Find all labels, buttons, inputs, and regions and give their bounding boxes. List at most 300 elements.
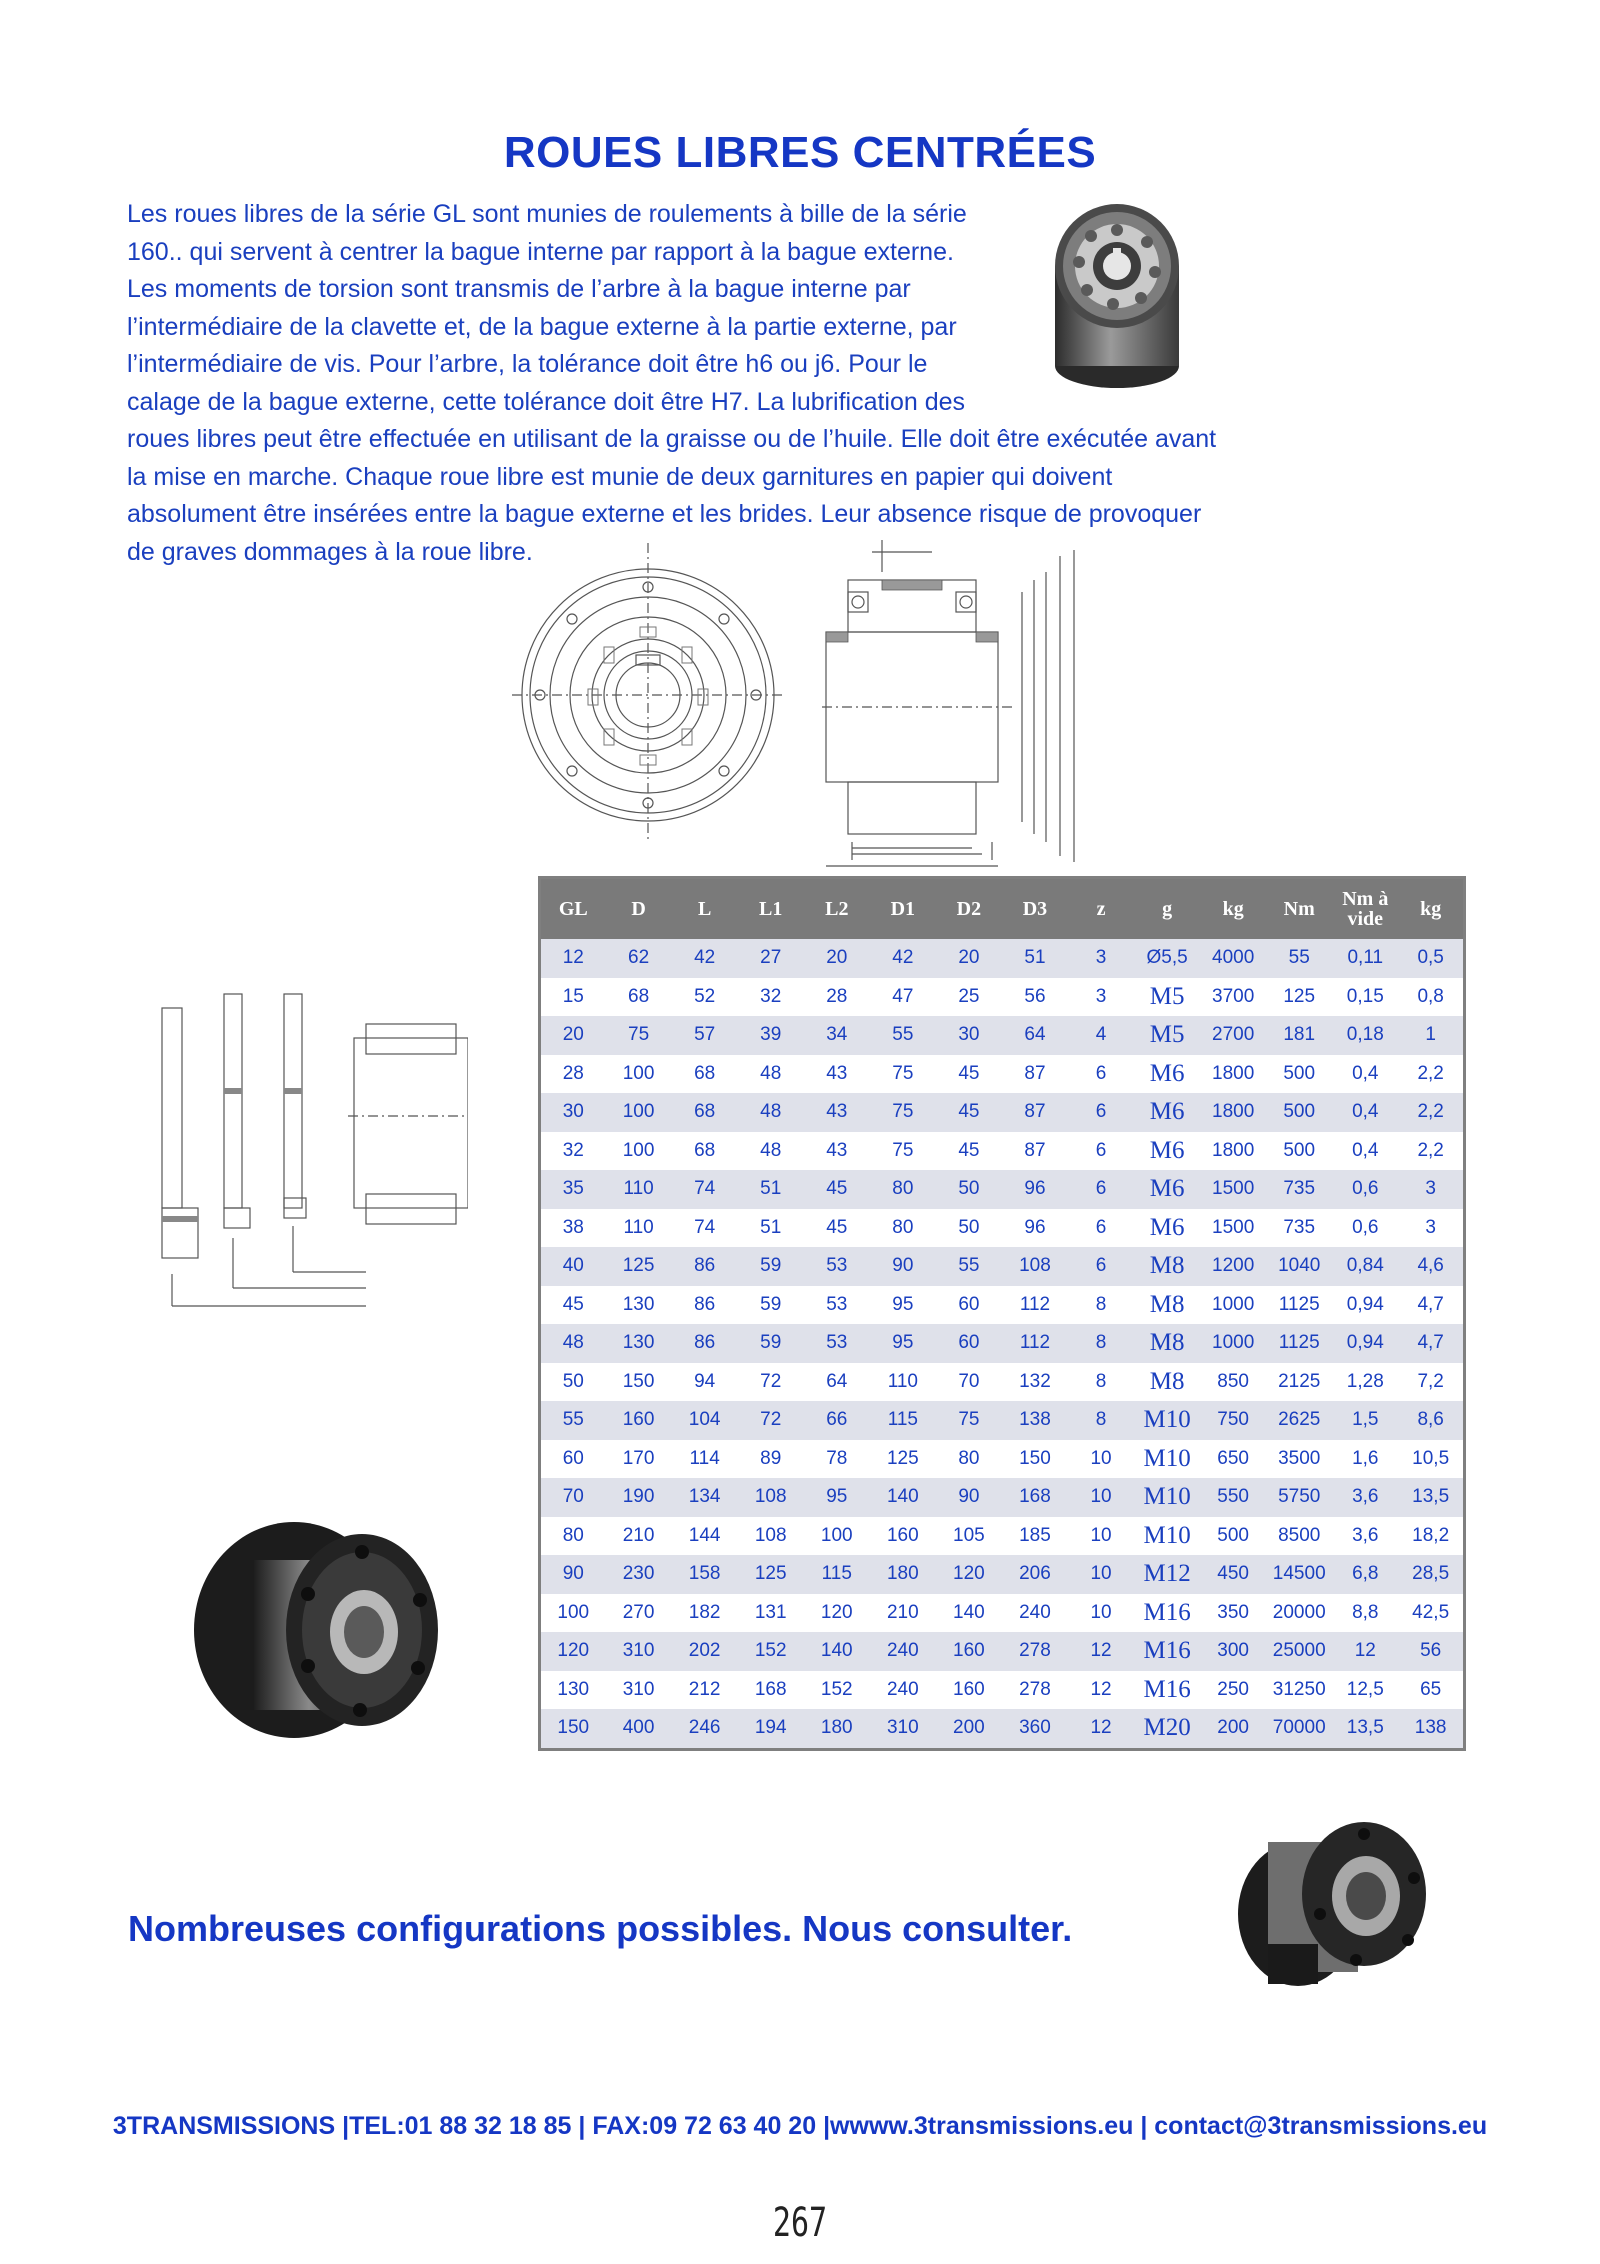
table-cell: 34 — [804, 1016, 870, 1055]
table-cell: 86 — [672, 1286, 738, 1325]
table-cell: 202 — [672, 1632, 738, 1671]
table-cell: 0,4 — [1332, 1132, 1398, 1171]
table-cell: 30 — [540, 1093, 606, 1132]
table-cell: M6 — [1134, 1132, 1200, 1171]
header-d: D — [606, 878, 672, 940]
table-cell: 64 — [804, 1363, 870, 1402]
intro-paragraph — [127, 196, 1217, 571]
table-cell: 152 — [804, 1671, 870, 1710]
table-row — [540, 1401, 1465, 1440]
table-cell: 12 — [1068, 1632, 1134, 1671]
table-cell: 125 — [606, 1247, 672, 1286]
table-cell: 0,6 — [1332, 1170, 1398, 1209]
table-cell: 150 — [540, 1709, 606, 1749]
table-cell: 450 — [1200, 1555, 1266, 1594]
table-cell: 1800 — [1200, 1093, 1266, 1132]
table-cell: 2125 — [1266, 1363, 1332, 1402]
table-row — [540, 1709, 1465, 1749]
table-cell: 0,4 — [1332, 1055, 1398, 1094]
table-cell: 39 — [738, 1016, 804, 1055]
table-cell: M12 — [1134, 1555, 1200, 1594]
table-row — [540, 1132, 1465, 1171]
table-cell: 87 — [1002, 1093, 1068, 1132]
table-cell: M16 — [1134, 1594, 1200, 1633]
table-cell: 13,5 — [1398, 1478, 1464, 1517]
table-cell: 75 — [606, 1016, 672, 1055]
table-cell: 70 — [936, 1363, 1002, 1402]
table-cell: 12,5 — [1332, 1671, 1398, 1710]
table-cell: 130 — [606, 1324, 672, 1363]
table-cell: M6 — [1134, 1209, 1200, 1248]
table-cell: M20 — [1134, 1709, 1200, 1749]
table-cell: 190 — [606, 1478, 672, 1517]
header-kg-weight: kg — [1398, 878, 1464, 940]
table-cell: 10 — [1068, 1555, 1134, 1594]
table-cell: 2,2 — [1398, 1055, 1464, 1094]
table-cell: 6 — [1068, 1132, 1134, 1171]
table-cell: 5750 — [1266, 1478, 1332, 1517]
table-cell: 51 — [738, 1170, 804, 1209]
table-cell: 32 — [738, 978, 804, 1017]
table-row — [540, 1093, 1465, 1132]
table-cell: 55 — [870, 1016, 936, 1055]
table-cell: 68 — [672, 1132, 738, 1171]
table-cell: 12 — [1068, 1671, 1134, 1710]
table-cell: 30 — [936, 1016, 1002, 1055]
header-z: z — [1068, 878, 1134, 940]
table-cell: 132 — [1002, 1363, 1068, 1402]
table-cell: 108 — [1002, 1247, 1068, 1286]
table-cell: 80 — [870, 1170, 936, 1209]
table-cell: 8,8 — [1332, 1594, 1398, 1633]
table-cell: 45 — [540, 1286, 606, 1325]
table-cell: 86 — [672, 1247, 738, 1286]
table-cell: 0,5 — [1398, 939, 1464, 978]
table-cell: 62 — [606, 939, 672, 978]
table-cell: 4,7 — [1398, 1286, 1464, 1325]
table-cell: 500 — [1266, 1093, 1332, 1132]
table-row — [540, 1324, 1465, 1363]
table-cell: 144 — [672, 1517, 738, 1556]
table-cell: 100 — [606, 1055, 672, 1094]
table-cell: 87 — [1002, 1055, 1068, 1094]
table-cell: 114 — [672, 1440, 738, 1479]
table-cell: 48 — [738, 1132, 804, 1171]
table-cell: 45 — [936, 1093, 1002, 1132]
table-cell: 42 — [672, 939, 738, 978]
table-cell: 55 — [936, 1247, 1002, 1286]
header-d1: D1 — [870, 878, 936, 940]
table-cell: 94 — [672, 1363, 738, 1402]
table-cell: 56 — [1002, 978, 1068, 1017]
table-cell: 45 — [936, 1132, 1002, 1171]
table-cell: 168 — [1002, 1478, 1068, 1517]
table-cell: 3700 — [1200, 978, 1266, 1017]
table-cell: 12 — [1332, 1632, 1398, 1671]
table-cell: 1125 — [1266, 1324, 1332, 1363]
table-cell: 8 — [1068, 1363, 1134, 1402]
table-cell: 68 — [672, 1093, 738, 1132]
table-cell: 70 — [540, 1478, 606, 1517]
table-cell: 104 — [672, 1401, 738, 1440]
table-cell: 8500 — [1266, 1517, 1332, 1556]
table-cell: 48 — [540, 1324, 606, 1363]
table-cell: 14500 — [1266, 1555, 1332, 1594]
table-cell: M6 — [1134, 1093, 1200, 1132]
table-cell: 20 — [936, 939, 1002, 978]
table-cell: 650 — [1200, 1440, 1266, 1479]
table-row — [540, 1363, 1465, 1402]
table-cell: 48 — [738, 1055, 804, 1094]
table-cell: 1,28 — [1332, 1363, 1398, 1402]
table-cell: 310 — [606, 1632, 672, 1671]
table-cell: 15 — [540, 978, 606, 1017]
table-cell: M10 — [1134, 1517, 1200, 1556]
table-cell: 3,6 — [1332, 1517, 1398, 1556]
table-cell: 140 — [870, 1478, 936, 1517]
table-cell: 3 — [1398, 1209, 1464, 1248]
table-cell: 3,6 — [1332, 1478, 1398, 1517]
table-row — [540, 1016, 1465, 1055]
table-cell: 125 — [738, 1555, 804, 1594]
table-cell: 18,2 — [1398, 1517, 1464, 1556]
table-cell: 200 — [936, 1709, 1002, 1749]
table-cell: M10 — [1134, 1401, 1200, 1440]
table-cell: 43 — [804, 1132, 870, 1171]
table-cell: 6 — [1068, 1209, 1134, 1248]
table-row — [540, 1671, 1465, 1710]
table-row — [540, 978, 1465, 1017]
table-cell: 2,2 — [1398, 1093, 1464, 1132]
table-row — [540, 1247, 1465, 1286]
table-cell: 180 — [804, 1709, 870, 1749]
table-cell: 0,84 — [1332, 1247, 1398, 1286]
table-cell: 70000 — [1266, 1709, 1332, 1749]
table-cell: 86 — [672, 1324, 738, 1363]
table-cell: 1500 — [1200, 1170, 1266, 1209]
table-cell: 95 — [804, 1478, 870, 1517]
table-cell: 3500 — [1266, 1440, 1332, 1479]
table-cell: 25 — [936, 978, 1002, 1017]
table-cell: 12 — [1068, 1709, 1134, 1749]
table-cell: 240 — [870, 1632, 936, 1671]
table-cell: 6 — [1068, 1055, 1134, 1094]
table-cell: 105 — [936, 1517, 1002, 1556]
table-cell: 75 — [870, 1055, 936, 1094]
table-cell: 500 — [1266, 1055, 1332, 1094]
table-cell: 56 — [1398, 1632, 1464, 1671]
table-cell: 8 — [1068, 1324, 1134, 1363]
table-cell: 4,6 — [1398, 1247, 1464, 1286]
table-cell: 278 — [1002, 1632, 1068, 1671]
table-cell: 140 — [936, 1594, 1002, 1633]
table-cell: 4 — [1068, 1016, 1134, 1055]
table-cell: 52 — [672, 978, 738, 1017]
side-section-drawing — [822, 532, 1122, 872]
table-cell: 120 — [540, 1632, 606, 1671]
table-cell: 80 — [540, 1517, 606, 1556]
table-cell: 550 — [1200, 1478, 1266, 1517]
table-header-row — [540, 878, 1465, 940]
table-cell: 78 — [804, 1440, 870, 1479]
table-cell: 80 — [870, 1209, 936, 1248]
table-cell: 138 — [1398, 1709, 1464, 1749]
table-cell: 1500 — [1200, 1209, 1266, 1248]
table-cell: 168 — [738, 1671, 804, 1710]
header-l2: L2 — [804, 878, 870, 940]
table-row — [540, 1209, 1465, 1248]
table-cell: 50 — [540, 1363, 606, 1402]
table-cell: 1040 — [1266, 1247, 1332, 1286]
table-cell: 182 — [672, 1594, 738, 1633]
table-cell: M8 — [1134, 1247, 1200, 1286]
table-cell: 75 — [870, 1093, 936, 1132]
table-cell: 31250 — [1266, 1671, 1332, 1710]
table-cell: 350 — [1200, 1594, 1266, 1633]
table-cell: 90 — [870, 1247, 936, 1286]
table-cell: 59 — [738, 1324, 804, 1363]
table-cell: 2700 — [1200, 1016, 1266, 1055]
table-cell: 3 — [1068, 978, 1134, 1017]
table-cell: 125 — [1266, 978, 1332, 1017]
table-row — [540, 1478, 1465, 1517]
table-cell: 400 — [606, 1709, 672, 1749]
table-cell: 1,6 — [1332, 1440, 1398, 1479]
table-row — [540, 1517, 1465, 1556]
table-cell: 250 — [1200, 1671, 1266, 1710]
table-cell: 1200 — [1200, 1247, 1266, 1286]
table-cell: 206 — [1002, 1555, 1068, 1594]
table-cell: 3 — [1068, 939, 1134, 978]
table-cell: 125 — [870, 1440, 936, 1479]
table-row — [540, 1594, 1465, 1633]
table-cell: 53 — [804, 1324, 870, 1363]
table-cell: 0,4 — [1332, 1093, 1398, 1132]
table-cell: 170 — [606, 1440, 672, 1479]
table-cell: M8 — [1134, 1324, 1200, 1363]
table-cell: 0,15 — [1332, 978, 1398, 1017]
table-cell: 310 — [870, 1709, 936, 1749]
table-cell: 300 — [1200, 1632, 1266, 1671]
table-cell: 160 — [936, 1632, 1002, 1671]
table-cell: 6 — [1068, 1170, 1134, 1209]
table-row — [540, 1632, 1465, 1671]
table-cell: 112 — [1002, 1324, 1068, 1363]
table-cell: M5 — [1134, 978, 1200, 1017]
table-cell: 59 — [738, 1286, 804, 1325]
table-cell: 1000 — [1200, 1286, 1266, 1325]
table-cell: 500 — [1200, 1517, 1266, 1556]
freewheel-photo-top — [1007, 186, 1217, 416]
table-cell: 38 — [540, 1209, 606, 1248]
table-cell: 185 — [1002, 1517, 1068, 1556]
table-cell: 100 — [606, 1093, 672, 1132]
table-cell: 40 — [540, 1247, 606, 1286]
table-cell: 0,8 — [1398, 978, 1464, 1017]
table-cell: 20000 — [1266, 1594, 1332, 1633]
table-cell: 4,7 — [1398, 1324, 1464, 1363]
table-cell: 180 — [870, 1555, 936, 1594]
table-cell: 59 — [738, 1247, 804, 1286]
table-cell: M6 — [1134, 1055, 1200, 1094]
table-cell: 55 — [1266, 939, 1332, 978]
table-cell: 68 — [606, 978, 672, 1017]
table-cell: 53 — [804, 1286, 870, 1325]
table-cell: 131 — [738, 1594, 804, 1633]
table-cell: 51 — [1002, 939, 1068, 978]
table-row — [540, 1170, 1465, 1209]
table-cell: 96 — [1002, 1170, 1068, 1209]
table-cell: 10 — [1068, 1517, 1134, 1556]
table-cell: 150 — [1002, 1440, 1068, 1479]
table-cell: 57 — [672, 1016, 738, 1055]
table-cell: 194 — [738, 1709, 804, 1749]
table-cell: 89 — [738, 1440, 804, 1479]
table-cell: 64 — [1002, 1016, 1068, 1055]
table-cell: M16 — [1134, 1632, 1200, 1671]
header-g: g — [1134, 878, 1200, 940]
table-cell: 110 — [606, 1209, 672, 1248]
table-cell: 150 — [606, 1363, 672, 1402]
table-cell: 72 — [738, 1363, 804, 1402]
table-cell: 60 — [540, 1440, 606, 1479]
table-cell: 8,6 — [1398, 1401, 1464, 1440]
table-cell: 138 — [1002, 1401, 1068, 1440]
page-number: 267 — [772, 2200, 828, 2246]
table-cell: 210 — [870, 1594, 936, 1633]
table-cell: 45 — [936, 1055, 1002, 1094]
table-cell: 48 — [738, 1093, 804, 1132]
table-cell: 2625 — [1266, 1401, 1332, 1440]
header-d3: D3 — [1002, 878, 1068, 940]
table-cell: 74 — [672, 1209, 738, 1248]
table-cell: 95 — [870, 1286, 936, 1325]
header-l: L — [672, 878, 738, 940]
header-d2: D2 — [936, 878, 1002, 940]
table-cell: M5 — [1134, 1016, 1200, 1055]
table-cell: 850 — [1200, 1363, 1266, 1402]
table-cell: 28,5 — [1398, 1555, 1464, 1594]
table-cell: 90 — [540, 1555, 606, 1594]
table-cell: 735 — [1266, 1209, 1332, 1248]
table-cell: M10 — [1134, 1440, 1200, 1479]
table-cell: 130 — [540, 1671, 606, 1710]
table-cell: 160 — [936, 1671, 1002, 1710]
table-cell: 74 — [672, 1170, 738, 1209]
table-cell: 115 — [804, 1555, 870, 1594]
table-cell: 90 — [936, 1478, 1002, 1517]
table-cell: 120 — [804, 1594, 870, 1633]
table-cell: 1800 — [1200, 1055, 1266, 1094]
table-row — [540, 1440, 1465, 1479]
front-view-drawing — [512, 543, 784, 843]
table-cell: 87 — [1002, 1132, 1068, 1171]
specifications-table — [538, 876, 1466, 1751]
table-cell: 160 — [606, 1401, 672, 1440]
header-nm: Nm — [1266, 878, 1332, 940]
table-cell: 112 — [1002, 1286, 1068, 1325]
table-cell: 96 — [1002, 1209, 1068, 1248]
intro-text: Les roues libres de la série GL sont munies de roulements à bille de la série 160.. qui servent à centrer la bague interne par rapport à la bague externe. Les moments de torsion sont transmis de l’arbre à la bague interne par l’intermédiaire de la clavette et, de la bague externe à la partie externe, par l’intermédiaire de vis. Pour l’arbre, la tolérance doit être h6 ou j6. Pour le calage de la bague externe, cette tolérance doit être H7. La lubrification des roues libres peut être effectuée en utilisant de la graisse ou de l’huile. Elle doit être exécutée avant la mise en marche. Chaque roue libre est munie de deux garnitures en papier qui doivent absolument être insérées entre la bague externe et les brides. Leur absence risque de provoquer de graves dommages à la roue libre. — [127, 200, 1217, 566]
table-cell: 4000 — [1200, 939, 1266, 978]
table-cell: 42 — [870, 939, 936, 978]
table-cell: 10 — [1068, 1440, 1134, 1479]
table-row — [540, 1555, 1465, 1594]
table-cell: 2,2 — [1398, 1132, 1464, 1171]
table-cell: 270 — [606, 1594, 672, 1633]
table-cell: 210 — [606, 1517, 672, 1556]
table-cell: 10 — [1068, 1478, 1134, 1517]
freewheel-photo-middle — [182, 1500, 454, 1748]
table-cell: 50 — [936, 1209, 1002, 1248]
table-cell: 0,94 — [1332, 1286, 1398, 1325]
table-row — [540, 1286, 1465, 1325]
table-cell: 20 — [804, 939, 870, 978]
table-cell: M16 — [1134, 1671, 1200, 1710]
header-nm-idle: Nm à vide — [1332, 878, 1398, 940]
table-cell: 66 — [804, 1401, 870, 1440]
header-gl: GL — [540, 878, 606, 940]
table-cell: 1125 — [1266, 1286, 1332, 1325]
table-cell: 230 — [606, 1555, 672, 1594]
table-cell: 27 — [738, 939, 804, 978]
table-cell: 735 — [1266, 1170, 1332, 1209]
table-cell: 45 — [804, 1209, 870, 1248]
table-cell: 6 — [1068, 1247, 1134, 1286]
table-cell: M10 — [1134, 1478, 1200, 1517]
table-cell: 28 — [540, 1055, 606, 1094]
contact-footer: 3TRANSMISSIONS |TEL:01 88 32 18 85 | FAX:09 72 63 40 20 |wwww.3transmissions.eu | contact@3transmissions.eu — [112, 2112, 1488, 2140]
header-l1: L1 — [738, 878, 804, 940]
header-kg-load: kg — [1200, 878, 1266, 940]
table-cell: 181 — [1266, 1016, 1332, 1055]
table-cell: 200 — [1200, 1709, 1266, 1749]
table-cell: 72 — [738, 1401, 804, 1440]
table-cell: 43 — [804, 1055, 870, 1094]
table-cell: 115 — [870, 1401, 936, 1440]
table-cell: 8 — [1068, 1401, 1134, 1440]
table-cell: 0,11 — [1332, 939, 1398, 978]
table-cell: 28 — [804, 978, 870, 1017]
table-cell: 100 — [804, 1517, 870, 1556]
table-cell: 1000 — [1200, 1324, 1266, 1363]
table-cell: 240 — [870, 1671, 936, 1710]
table-cell: 360 — [1002, 1709, 1068, 1749]
table-cell: 35 — [540, 1170, 606, 1209]
table-cell: 55 — [540, 1401, 606, 1440]
table-row — [540, 939, 1465, 978]
table-cell: 110 — [870, 1363, 936, 1402]
table-cell: 45 — [804, 1170, 870, 1209]
table-cell: 1,5 — [1332, 1401, 1398, 1440]
table-cell: 43 — [804, 1093, 870, 1132]
table-cell: 152 — [738, 1632, 804, 1671]
table-cell: 68 — [672, 1055, 738, 1094]
table-cell: 246 — [672, 1709, 738, 1749]
table-cell: 10 — [1068, 1594, 1134, 1633]
table-body — [540, 939, 1465, 1749]
table-cell: M8 — [1134, 1363, 1200, 1402]
table-cell: 75 — [936, 1401, 1002, 1440]
table-cell: 65 — [1398, 1671, 1464, 1710]
table-cell: 95 — [870, 1324, 936, 1363]
table-cell: 134 — [672, 1478, 738, 1517]
table-cell: 140 — [804, 1632, 870, 1671]
freewheel-photo-bottom — [1228, 1794, 1438, 1994]
table-cell: 25000 — [1266, 1632, 1332, 1671]
table-cell: 310 — [606, 1671, 672, 1710]
table-cell: 60 — [936, 1286, 1002, 1325]
